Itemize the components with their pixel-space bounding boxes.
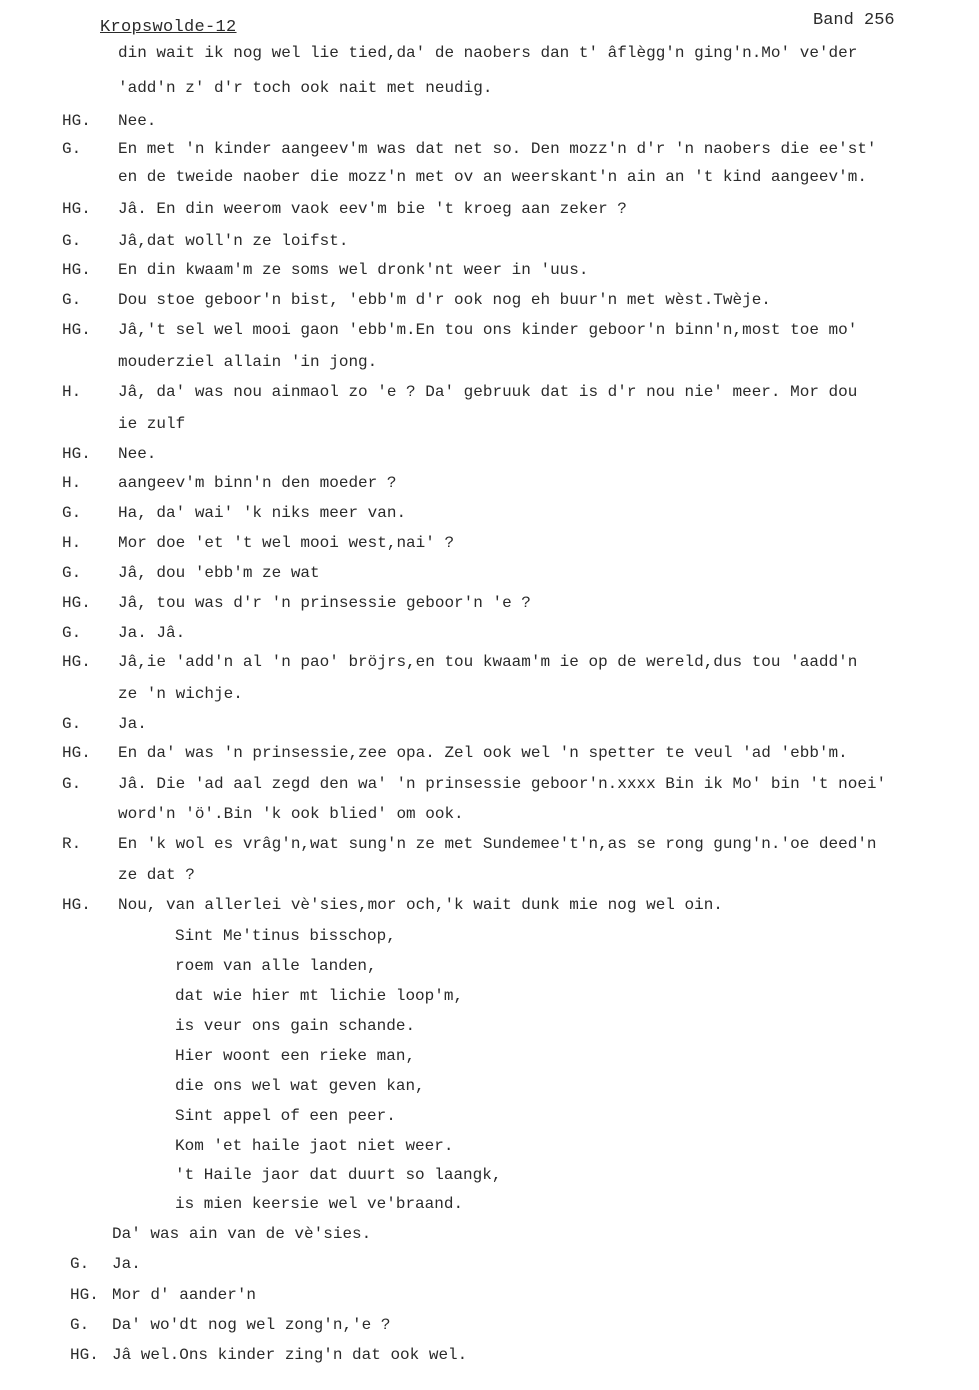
utterance-text: En met 'n kinder aangeev'm was dat net so. Den mozz'n d'r 'n naobers die ee'st' — [118, 140, 877, 158]
utterance-text: Nee. — [118, 112, 157, 130]
speaker-label: HG. — [62, 594, 91, 612]
utterance-text: Ja. Jâ. — [118, 624, 186, 642]
utterance-text: En din kwaam'm ze soms wel dronk'nt weer in 'uus. — [118, 261, 589, 279]
speaker-label: HG. — [70, 1286, 99, 1304]
utterance-text: Jâ,ie 'add'n al 'n pao' bröjrs,en tou kwaam'm ie op de wereld,dus tou 'aadd'n — [118, 653, 858, 671]
speaker-label: G. — [70, 1316, 90, 1334]
verse-text: Hier woont een rieke man, — [175, 1047, 416, 1065]
utterance-text: en de tweide naober die mozz'n met ov an weerskant'n ain an 't kind aangeev'm. — [118, 168, 867, 186]
speaker-label: HG. — [62, 321, 91, 339]
speaker-label: G. — [62, 624, 82, 642]
verse-text: Sint Me'tinus bisschop, — [175, 927, 396, 945]
speaker-label: G. — [62, 140, 82, 158]
utterance-text: Nee. — [118, 445, 157, 463]
utterance-text: Nou, van allerlei vè'sies,mor och,'k wait dunk mie nog wel oin. — [118, 896, 723, 914]
utterance-text: En da' was 'n prinsessie,zee opa. Zel ook wel 'n spetter te veul 'ad 'ebb'm. — [118, 744, 848, 762]
speaker-label: HG. — [62, 653, 91, 671]
verse-text: dat wie hier mt lichie loop'm, — [175, 987, 464, 1005]
utterance-text: din wait ik nog wel lie tied,da' de naobers dan t' âflègg'n ging'n.Mo' ve'der — [118, 44, 858, 62]
speaker-label: HG. — [70, 1346, 99, 1364]
band-number: Band 256 — [813, 11, 895, 30]
utterance-text: Da' wo'dt nog wel zong'n,'e ? — [112, 1316, 391, 1334]
speaker-label: H. — [62, 474, 82, 492]
utterance-text: Jâ. En din weerom vaok eev'm bie 't kroeg aan zeker ? — [118, 200, 627, 218]
utterance-text: Ja. — [118, 715, 147, 733]
utterance-text: ze dat ? — [118, 866, 195, 884]
verse-text: Sint appel of een peer. — [175, 1107, 396, 1125]
speaker-label: HG. — [62, 261, 91, 279]
speaker-label: HG. — [62, 744, 91, 762]
speaker-label: HG. — [62, 445, 91, 463]
utterance-text: Jâ, da' was nou ainmaol zo 'e ? Da' gebruuk dat is d'r nou nie' meer. Mor dou — [118, 383, 858, 401]
verse-text: roem van alle landen, — [175, 957, 377, 975]
utterance-text: ie zulf — [118, 415, 186, 433]
verse-text: 't Haile jaor dat duurt so laangk, — [175, 1166, 502, 1184]
speaker-label: H. — [62, 383, 82, 401]
utterance-text: Ja. — [112, 1255, 141, 1273]
utterance-text: mouderziel allain 'in jong. — [118, 353, 378, 371]
speaker-label: HG. — [62, 112, 91, 130]
speaker-label: G. — [62, 564, 82, 582]
speaker-label: G. — [62, 504, 82, 522]
utterance-text: Jâ,dat woll'n ze loifst. — [118, 232, 349, 250]
verse-text: die ons wel wat geven kan, — [175, 1077, 425, 1095]
utterance-text: Jâ wel.Ons kinder zing'n dat ook wel. — [112, 1346, 468, 1364]
speaker-label: G. — [70, 1255, 90, 1273]
utterance-text: Mor d' aander'n — [112, 1286, 257, 1304]
utterance-text: En 'k wol es vrâg'n,wat sung'n ze met Sundemee't'n,as se rong gung'n.'oe deed'n — [118, 835, 877, 853]
utterance-text: Jâ. Die 'ad aal zegd den wa' 'n prinsessie geboor'n.xxxx Bin ik Mo' bin 't noei' — [118, 775, 887, 793]
utterance-text: Jâ, tou was d'r 'n prinsessie geboor'n 'e ? — [118, 594, 531, 612]
speaker-label: R. — [62, 835, 82, 853]
speaker-label: G. — [62, 232, 82, 250]
speaker-label: G. — [62, 291, 82, 309]
utterance-text: word'n 'ö'.Bin 'k ook blied' om ook. — [118, 805, 464, 823]
speaker-label: HG. — [62, 896, 91, 914]
utterance-text: Jâ, dou 'ebb'm ze wat — [118, 564, 320, 582]
utterance-text: Dou stoe geboor'n bist, 'ebb'm d'r ook nog eh buur'n met wèst.Twèje. — [118, 291, 771, 309]
utterance-text: ze 'n wichje. — [118, 685, 243, 703]
speaker-label: G. — [62, 715, 82, 733]
speaker-label: HG. — [62, 200, 91, 218]
utterance-text: 'add'n z' d'r toch ook nait met neudig. — [118, 79, 493, 97]
utterance-text: Da' was ain van de vè'sies. — [112, 1225, 372, 1243]
speaker-label: H. — [62, 534, 82, 552]
verse-text: is veur ons gain schande. — [175, 1017, 416, 1035]
utterance-text: Mor doe 'et 't wel mooi west,nai' ? — [118, 534, 455, 552]
verse-text: Kom 'et haile jaot niet weer. — [175, 1137, 454, 1155]
verse-text: is mien keersie wel ve'braand. — [175, 1195, 464, 1213]
utterance-text: aangeev'm binn'n den moeder ? — [118, 474, 397, 492]
utterance-text: Ha, da' wai' 'k niks meer van. — [118, 504, 407, 522]
speaker-label: G. — [62, 775, 82, 793]
document-location-title: Kropswolde-12 — [100, 18, 237, 37]
utterance-text: Jâ,'t sel wel mooi gaon 'ebb'm.En tou ons kinder geboor'n binn'n,most toe mo' — [118, 321, 858, 339]
